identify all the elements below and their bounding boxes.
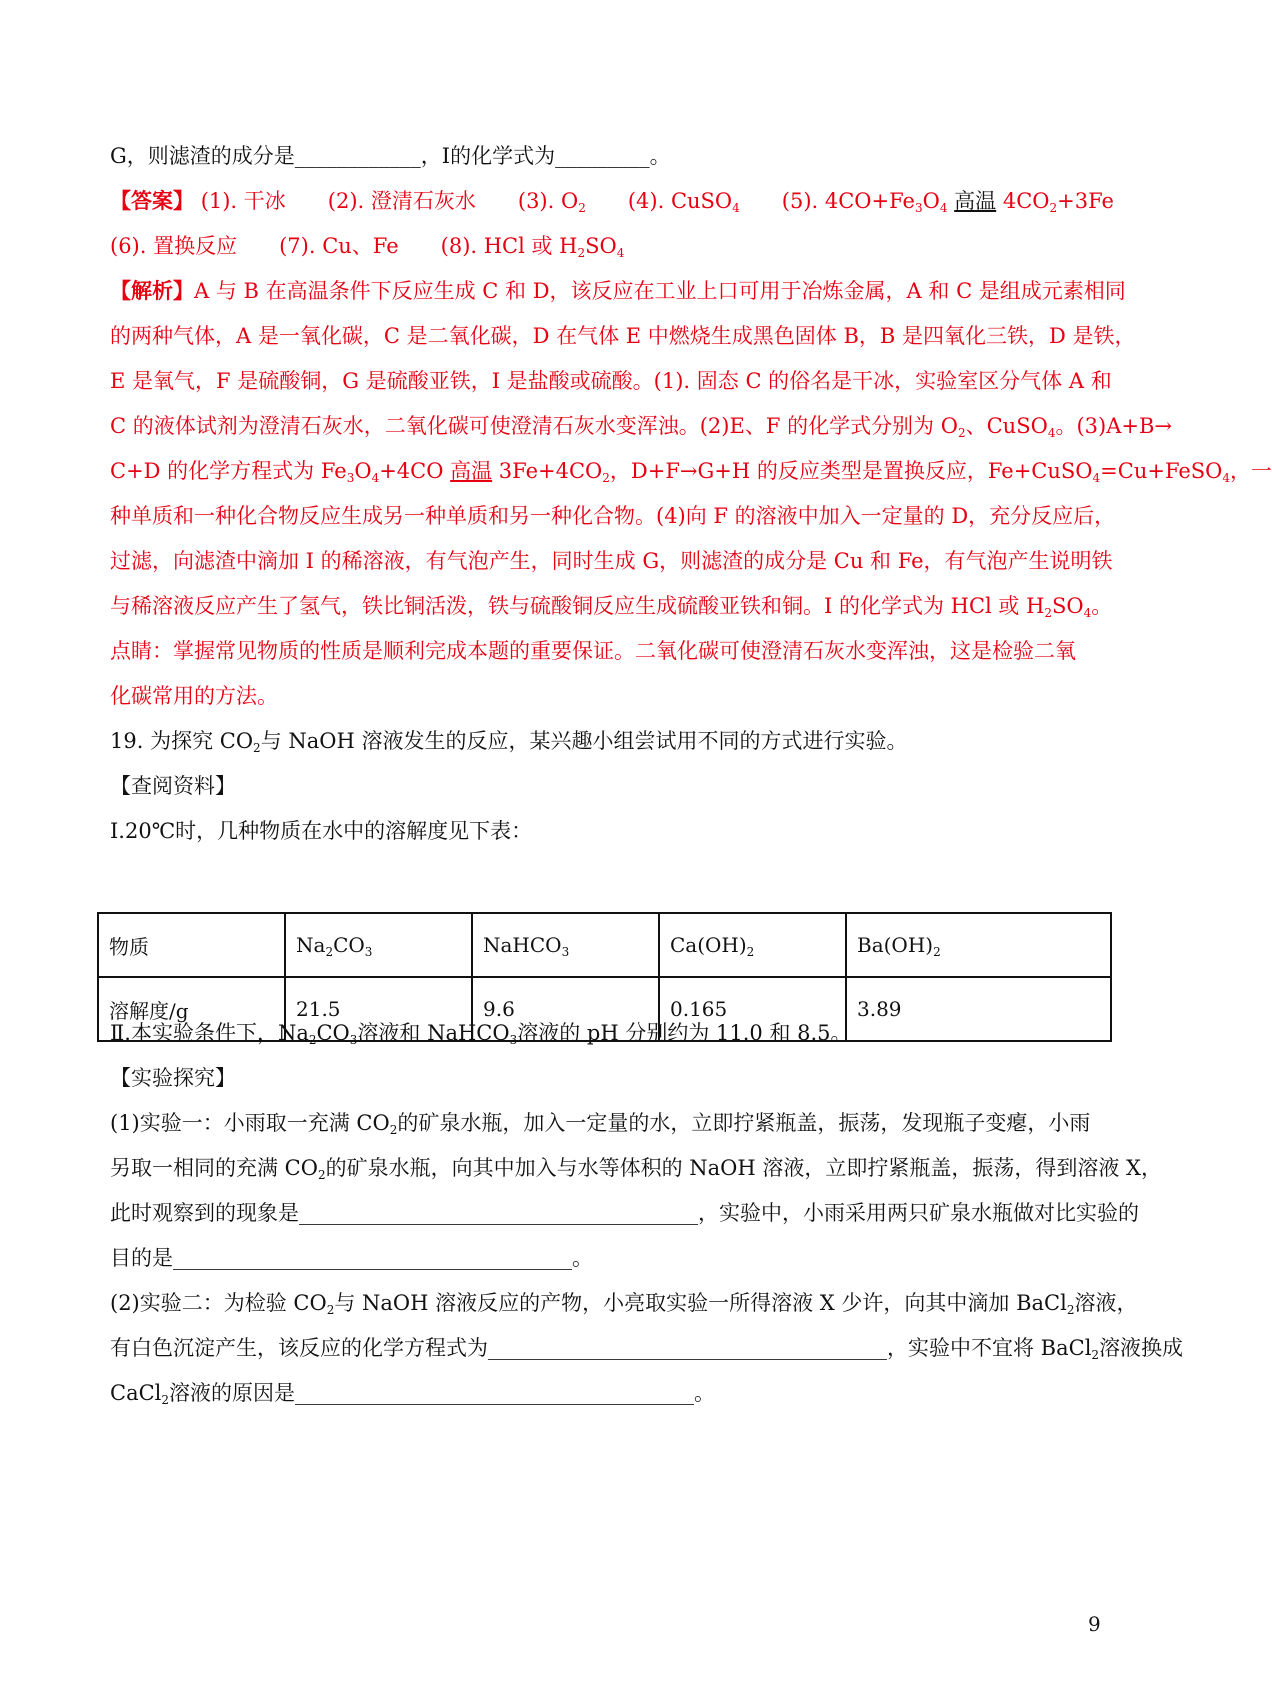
analysis-line-3: E 是氧气，F 是硫酸铜，G 是硫酸亚铁，I 是盐酸或硫酸。(1). 固态 C 的俗名是干冰，实验室区分气体 A 和 xyxy=(110,369,1112,393)
reference-item-1: Ⅰ.20℃时，几种物质在水中的溶解度见下表： xyxy=(110,819,533,843)
experiment-1-line-1: (1)实验一：小雨取一充满 $CO_2$的矿泉水瓶，加入一定量的水，立即拧紧瓶盖，振荡，发现瓶子变瘪，小雨 xyxy=(110,1111,1091,1137)
analysis-tip-line-2: 化碳常用的方法。 xyxy=(110,684,278,708)
experiment-heading: 【实验探究】 xyxy=(110,1066,236,1090)
answer-line-1: 【答案】 (1). 干冰 (2). 澄清石灰水 (3). $O_2$ (4). CuSO$_4$ (5). $4CO+Fe_3O_4$ 高温 $4CO_2+3Fe$ xyxy=(110,188,1114,215)
experiment-2-line-1: (2)实验二：为检验 $CO_2$与 NaOH 溶液反应的产物，小亮取实验一所得溶液 X 少许，向其中滴加 BaCl$_2$溶液， xyxy=(110,1291,1138,1317)
table-cell: 21.5 xyxy=(285,977,472,1041)
prev-question-line: G，则滤渣的成分是____________，I的化学式为_________。 xyxy=(110,144,671,168)
table-cell: 9.6 xyxy=(472,977,659,1041)
analysis-label: 【解析】 xyxy=(110,278,194,303)
table-cell: 溶解度/g xyxy=(98,977,285,1041)
analysis-line-1: 【解析】A 与 B 在高温条件下反应生成 C 和 D，该反应在工业上口可用于冶炼金属，A 和 C 是组成元素相同 xyxy=(110,278,1126,303)
reference-heading: 【查阅资料】 xyxy=(110,774,236,798)
question-19-title: 19. 为探究 $CO_2$与 NaOH 溶液发生的反应，某兴趣小组尝试用不同的方式进行实验。 xyxy=(110,729,908,755)
answer-label: 【答案】 xyxy=(110,188,194,213)
analysis-line-7: 过滤，向滤渣中滴加 I 的稀溶液，有气泡产生，同时生成 G，则滤渣的成分是 Cu 和 Fe，有气泡产生说明铁 xyxy=(110,549,1113,573)
reference-item-2: Ⅱ.本实验条件下，$Na_2CO_3$溶液和 NaHCO$_3$溶液的 pH 分别约为 11.0 和 8.5。 xyxy=(110,1021,852,1047)
experiment-1-line-4: 目的是______________________________________。 xyxy=(110,1246,593,1270)
reaction-condition: 高温 xyxy=(954,189,997,213)
analysis-line-4: C 的液体试剂为澄清石灰水，二氧化碳可使澄清石灰水变浑浊。(2)E、F 的化学式分别为 $O_2$、CuSO$_4$。(3)A+B→ xyxy=(110,414,1172,440)
experiment-2-line-3: CaCl$_2$溶液的原因是______________________________________。 xyxy=(110,1381,716,1407)
table-header-cell: $Na_2CO_3$ xyxy=(285,913,472,977)
table-header-cell: $Ca(OH)_2$ xyxy=(659,913,846,977)
experiment-1-line-3: 此时观察到的现象是______________________________________，实验中，小雨采用两只矿泉水瓶做对比实验的 xyxy=(110,1201,1139,1225)
table-row xyxy=(98,913,1111,977)
page-number: 9 xyxy=(1088,1612,1101,1636)
table-header-cell: 物质 xyxy=(98,913,285,977)
experiment-2-line-2: 有白色沉淀产生，该反应的化学方程式为______________________________________，实验中不宜将 BaCl$_2$溶液换成 xyxy=(110,1336,1184,1362)
table-header-cell: NaHCO$_3$ xyxy=(472,913,659,977)
answer-line-2: (6). 置换反应 (7). Cu、Fe (8). HCl 或 $H_2SO_4$ xyxy=(110,234,625,260)
analysis-line-5: C+D 的化学方程式为 $Fe_3O_4+4CO$ 高温 $3Fe+4CO_2$，D+F→G+H 的反应类型是置换反应，Fe+CuSO$_4$=Cu+FeSO$_4$，一 xyxy=(110,459,1272,485)
analysis-line-6: 种单质和一种化合物反应生成另一种单质和另一种化合物。(4)向 F 的溶液中加入一定量的 D，充分反应后， xyxy=(110,504,1116,528)
analysis-tip-line-1: 点睛：掌握常见物质的性质是顺利完成本题的重要保证。二氧化碳可使澄清石灰水变浑浊，这是检验二氧 xyxy=(110,639,1076,663)
table-cell: 3.89 xyxy=(846,977,1111,1041)
table-header-cell: $Ba(OH)_2$ xyxy=(846,913,1111,977)
analysis-line-8: 与稀溶液反应产生了氢气，铁比铜活泼，铁与硫酸铜反应生成硫酸亚铁和铜。I 的化学式为 HCl 或 $H_2SO_4$。 xyxy=(110,594,1113,620)
experiment-1-line-2: 另取一相同的充满 $CO_2$的矿泉水瓶，向其中加入与水等体积的 NaOH 溶液，立即拧紧瓶盖，振荡，得到溶液 X， xyxy=(110,1156,1163,1182)
reaction-condition: 高温 xyxy=(450,459,493,483)
analysis-line-2: 的两种气体，A 是一氧化碳，C 是二氧化碳，D 在气体 E 中燃烧生成黑色固体 B，B 是四氧化三铁，D 是铁， xyxy=(110,324,1136,348)
table-cell: 0.165 xyxy=(659,977,846,1041)
